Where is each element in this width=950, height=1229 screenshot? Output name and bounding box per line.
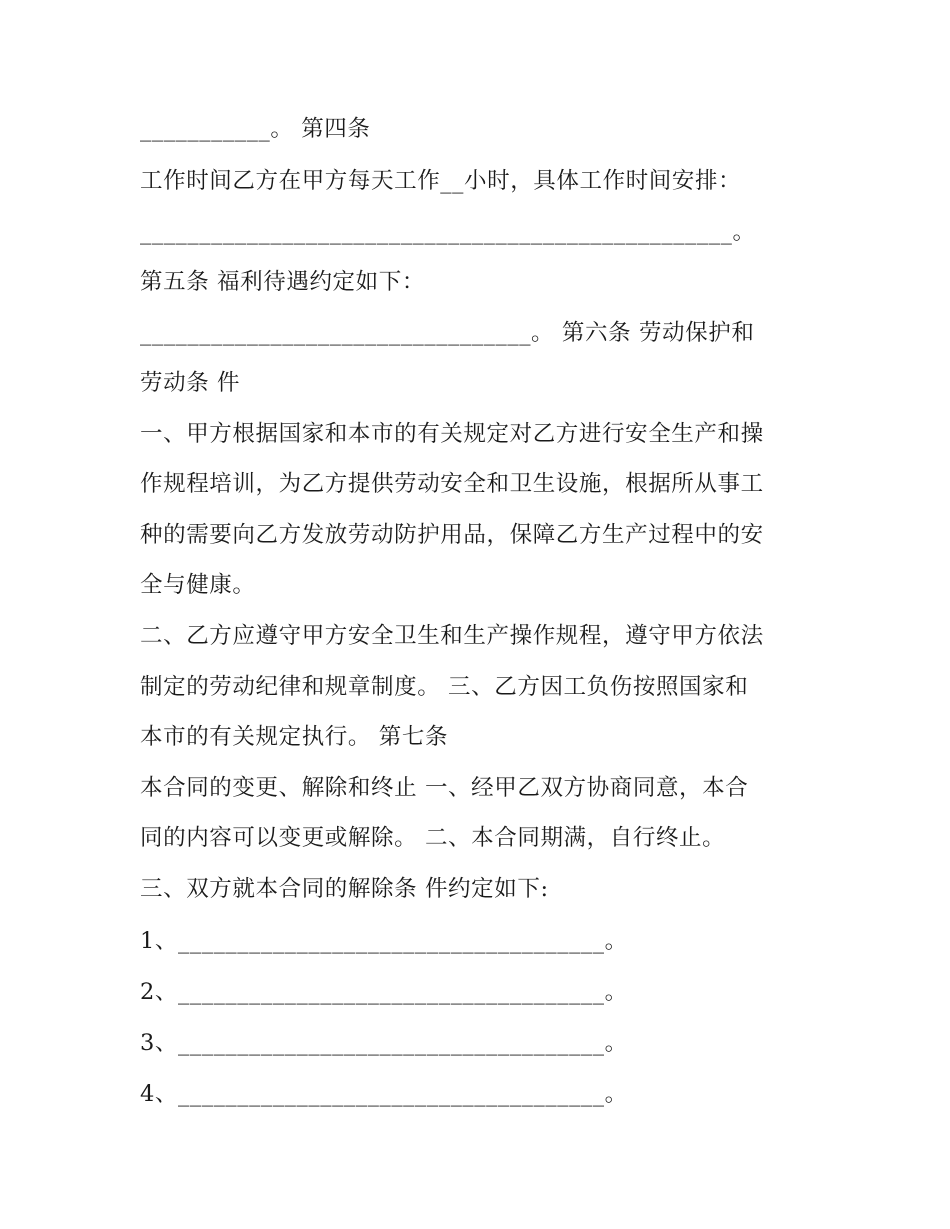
text-line-blank-item-3: 3、____________________________________。	[140, 1030, 628, 1056]
text-line-blank-item-4: 4、____________________________________。	[140, 1081, 628, 1107]
text-line-clause-6-2-b: 制定的劳动纪律和规章制度。 三、乙方因工负伤按照国家和	[140, 674, 749, 700]
text-line-clause-7-3: 三、双方就本合同的解除条 件约定如下:	[140, 876, 549, 902]
text-line-labor-conditions: 劳动条 件	[140, 370, 241, 396]
text-line-blank-item-1: 1、____________________________________。	[140, 928, 628, 954]
text-line-article-4-heading: ___________。 第四条	[140, 116, 371, 142]
text-line-clause-6-1-d: 全与健康。	[140, 572, 256, 598]
text-line-clause-7-1-a: 本合同的变更、解除和终止 一、经甲乙双方协商同意，本合	[140, 775, 749, 801]
text-line-blank-item-2: 2、____________________________________。	[140, 979, 628, 1005]
text-line-clause-6-1-a: 一、甲方根据国家和本市的有关规定对乙方进行安全生产和操	[140, 421, 764, 447]
text-line-article-6-heading: _________________________________。 第六条 劳动保护和	[140, 320, 755, 346]
text-line-article-5-welfare: 第五条 福利待遇约定如下：	[140, 269, 425, 295]
text-line-article-7-heading: 本市的有关规定执行。 第七条	[140, 724, 449, 750]
text-line-clause-7-1-b: 同的内容可以变更或解除。 二、本合同期满，自行终止。	[140, 825, 726, 851]
text-line-clause-6-1-b: 作规程培训，为乙方提供劳动安全和卫生设施，根据所从事工	[140, 471, 764, 497]
text-line-work-hours: 工作时间乙方在甲方每天工作__小时，具体工作时间安排：	[140, 168, 742, 194]
text-line-clause-6-2-a: 二、乙方应遵守甲方安全卫生和生产操作规程，遵守甲方依法	[140, 623, 764, 649]
text-line-clause-6-1-c: 种的需要向乙方发放劳动防护用品，保障乙方生产过程中的安	[140, 522, 764, 548]
text-line-blank-schedule: __________________________________________________。	[140, 219, 756, 245]
